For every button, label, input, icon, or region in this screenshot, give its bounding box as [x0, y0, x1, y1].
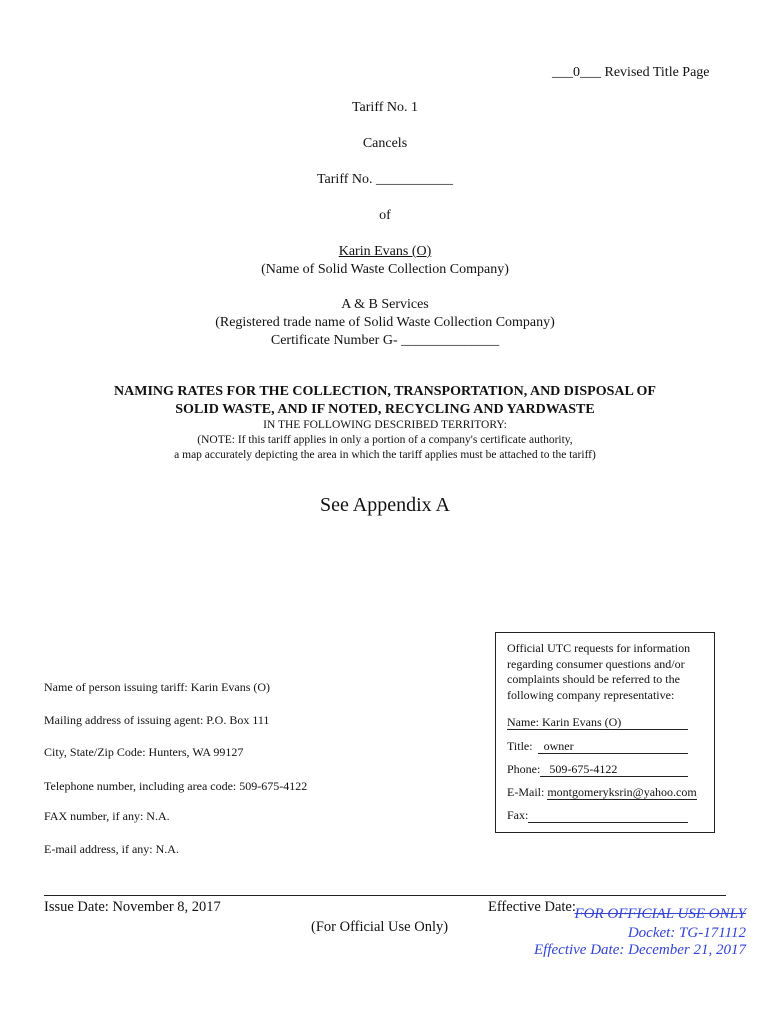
issuer-name: Name of person issuing tariff: Karin Evans (O)	[44, 680, 271, 694]
tariff-number: Tariff No. 1	[351, 100, 419, 115]
utc-name-row	[507, 715, 688, 730]
footer-divider	[44, 895, 726, 896]
of-label: of	[379, 208, 391, 223]
certificate-number: Certificate Number G- ______________	[270, 333, 500, 348]
utc-title-value: owner	[543, 739, 574, 753]
stamp-effective-date: Effective Date: December 21, 2017	[534, 942, 746, 958]
cancels-label: Cancels	[362, 136, 408, 151]
issue-date: Issue Date: November 8, 2017	[44, 899, 221, 915]
issuer-email: E-mail address, if any: N.A.	[44, 842, 179, 856]
utc-title-row	[507, 739, 688, 754]
issuer-mailing-address: Mailing address of issuing agent: P.O. Box 111	[44, 713, 270, 727]
issuer-city-state-zip: City, State/Zip Code: Hunters, WA 99127	[44, 745, 244, 759]
utc-email-row	[507, 785, 697, 800]
utc-fax-label: Fax:	[507, 808, 529, 822]
issuer-telephone: Telephone number, including area code: 509-675-4122	[44, 779, 308, 793]
stamp-docket-number: Docket: TG-171112	[627, 925, 746, 941]
official-use-label: (For Official Use Only)	[311, 919, 449, 935]
territory-heading: IN THE FOLLOWING DESCRIBED TERRITORY:	[263, 419, 507, 431]
trade-name-caption: (Registered trade name of Solid Waste Collection Company)	[215, 315, 555, 330]
official-use-stamp-title: FOR OFFICIAL USE ONLY	[574, 906, 746, 922]
cancelled-tariff-number: Tariff No. ___________	[316, 172, 454, 187]
utc-name-label: Name:	[507, 715, 539, 729]
issuer-fax: FAX number, if any: N.A.	[44, 809, 170, 823]
utc-box-intro: Official UTC requests for information regarding consumer questions and/or complaints should be referred to the following company representative:	[507, 641, 691, 702]
utc-email-value: montgomeryksrin@yahoo.com	[547, 785, 697, 799]
utc-title-label: Title:	[507, 739, 533, 753]
naming-rates-heading-line2: SOLID WASTE, AND IF NOTED, RECYCLING AND YARDWASTE	[175, 402, 595, 417]
territory-note-line1: (NOTE: If this tariff applies in only a portion of a company's certificate authority,	[197, 434, 573, 446]
effective-date-label: Effective Date:	[488, 899, 576, 915]
naming-rates-heading-line1: NAMING RATES FOR THE COLLECTION, TRANSPORTATION, AND DISPOSAL OF	[114, 384, 656, 399]
utc-fax-row	[507, 808, 688, 823]
utc-representative-box	[495, 632, 715, 833]
trade-name: A & B Services	[341, 297, 429, 312]
company-name: Karin Evans (O)	[338, 244, 432, 259]
utc-email-label: E-Mail:	[507, 785, 545, 799]
territory-description: See Appendix A	[320, 494, 450, 516]
utc-phone-label: Phone:	[507, 762, 541, 776]
territory-note-line2: a map accurately depicting the area in which the tariff applies must be attached to the tariff)	[174, 449, 596, 461]
utc-name-value: Karin Evans (O)	[542, 715, 622, 729]
utc-phone-row	[507, 762, 688, 777]
utc-phone-value: 509-675-4122	[549, 762, 618, 776]
revised-title-page: ___0___ Revised Title Page	[552, 65, 710, 80]
company-name-caption: (Name of Solid Waste Collection Company)	[261, 262, 509, 277]
